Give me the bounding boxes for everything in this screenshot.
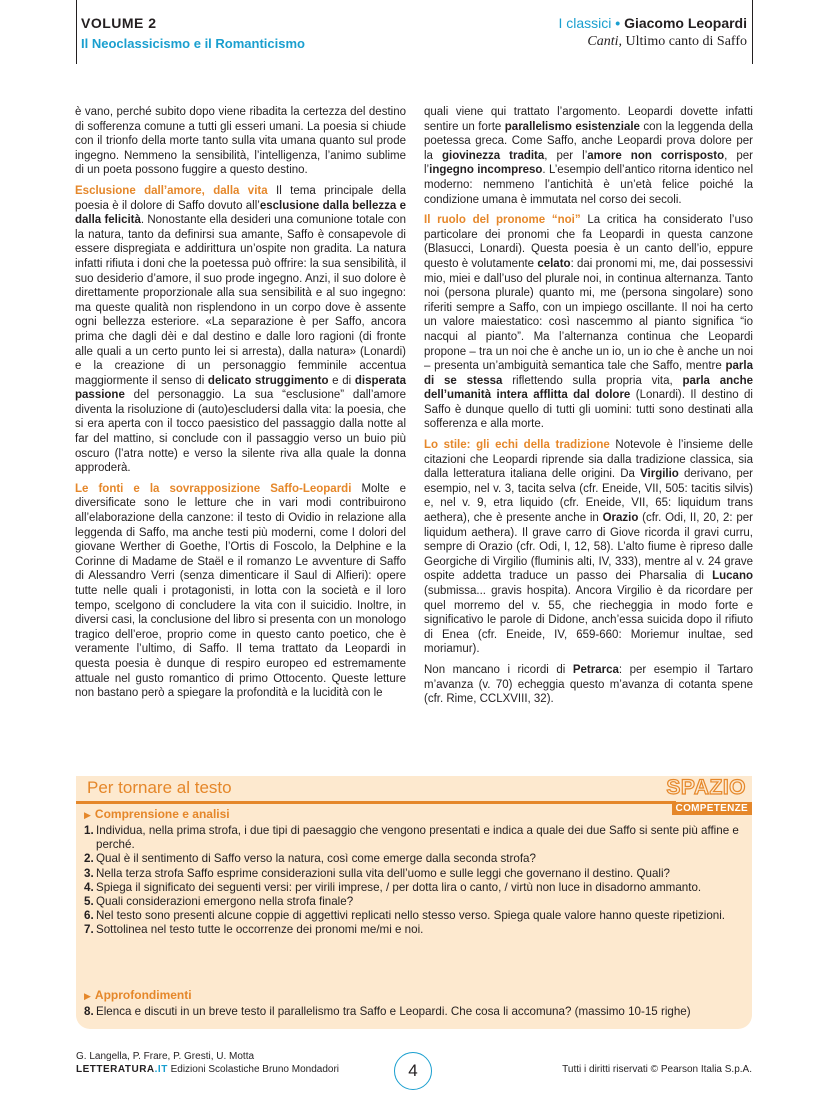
- paragraph-text: : dai pronomi mi, me, dai possessivi mio, miei e dall’uso del plurale noi, in continua alternanza. Tanto noi (persona plurale) quanto mi, me (persona singolare) sono riferiti sempre a Saffo, con un impiego oscillante. Il noi ha certo un valore maiestatico: così nascemmo al pianto significa “io nacqui al pianto”. Ma l’alternanza continua che Leopardi propone – tra un noi che è anche un io, un io che è anche un noi – presenta un’ambiguità semantica tale che Saffo, mentre: [424, 257, 753, 373]
- paragraph-text: (Lonardi). Il destino di Saffo è dunque quello di tutti gli uomini: tutti sono destinati alla sofferenza e alla morte.: [424, 389, 753, 431]
- section-heading: Le fonti e la sovrapposizione Saffo-Leopardi: [75, 482, 352, 495]
- question-text: Qual è il sentimento di Saffo verso la natura, così come emerge dalla seconda strofa?: [96, 852, 536, 866]
- paragraph-text: riflettendo sulla propria vita,: [502, 374, 683, 387]
- paragraph: [424, 438, 753, 657]
- paragraph-text: derivano, per esempio, nel v. 3, tacita selva (cfr. Eneide, VII, 505: tacitis silvis) e, nel v. 9, etra liquido (cfr. Eneide, VII, 65: liquidum trans aethera), che è presente anche in: [424, 468, 753, 525]
- section-heading: Lo stile: gli echi della tradizione: [424, 439, 610, 452]
- paragraph-text: quali viene qui trattato l’argomento. Leopardi dovette infatti sentire un forte: [424, 106, 753, 133]
- question-number: 4.: [84, 880, 94, 894]
- bold-phrase: delicato struggimento: [207, 374, 329, 387]
- paragraph-text: . L’esempio dell’antico ritorna identico nel moderno: nemmeno l’antichità è un’età felice poiché la condizione umana è immutata nel corso dei secoli.: [424, 164, 753, 206]
- work-title: Canti,: [587, 34, 623, 49]
- paragraph: [424, 105, 753, 207]
- question-list-comprensione: [84, 824, 744, 938]
- footer-authors: G. Langella, P. Frare, P. Gresti, U. Motta: [76, 1051, 255, 1062]
- header-work-title: [558, 34, 747, 50]
- brand-suffix: .IT: [154, 1064, 168, 1075]
- bold-phrase: esclusione dalla bellezza e dalla felicità: [75, 199, 406, 227]
- spazio-competenze-badge: [666, 776, 752, 814]
- section-approfondimenti: [84, 988, 192, 1002]
- question-text: Elenca e discuti in un breve testo il parallelismo tra Saffo e Leopardi. Che cosa li accomuna? (massimo 10-15 righe): [96, 1005, 691, 1018]
- paragraph: [424, 213, 753, 432]
- question-item: [84, 909, 744, 923]
- brand-logo: [76, 1064, 168, 1075]
- question-list-approfondimenti: [84, 1005, 744, 1019]
- paragraph: [424, 663, 753, 707]
- question-item: [84, 881, 744, 895]
- triangle-right-icon: ▶: [84, 991, 91, 1001]
- footer-rights: Tutti i diritti riservati © Pearson Italia S.p.A.: [562, 1064, 752, 1075]
- paragraph-text: del personaggio. La sua “esclusione” dall’amore diventa la risoluzione di (auto)escludersi dalla vita: la poesia, che si era aperta con il tocco paesistico del passaggio dalla notte al far del mattino, si conclude con il passaggio verso un buio più oscuro (l’atra notte) e verso la silente riva alla quale la donna approderà.: [75, 389, 406, 475]
- bold-phrase: Orazio: [602, 512, 639, 525]
- paragraph-text: (submissa... gravis hospita). Ancora Virgilio è da ricordare per quel morremo del v. 55, che riecheggia in modo forte e significativo le parole di Didone, anch’essa suicida dopo il rifiuto di Enea (cfr. Eneide, IV, 659-660: Moriemur inultae, sed moriamur).: [424, 585, 753, 656]
- volume-label: VOLUME 2: [81, 15, 157, 31]
- header-left: [81, 15, 305, 51]
- question-item: [84, 824, 744, 852]
- section-comprensione: [84, 807, 230, 821]
- question-number: 7.: [84, 923, 94, 937]
- section-heading: Il ruolo del pronome “noi”: [424, 214, 581, 227]
- bold-phrase: parla anche dell’umanità intera afflitta dal dolore: [424, 374, 753, 402]
- paragraph-text: Molte e diversificate sono le letture che in vari modi contribuirono all’elaborazione della canzone: il testo di Ovidio in relazione alla leggenda di Saffo, ma anche testi più moderni, come I dolori del giovane Werther di Goethe, l’Ortis di Foscolo, la Delphine e la Corinne di Madame de Staël e il romanzo Le avventure di Saffo di Alessandro Verri (senza dimenticare il Saul di Alfieri): opere tutte nelle quali i protagonisti, in lotta con la società e il loro tempo, scelgono di concludere la vita con il suicidio. Inoltre, in diversi casi, la conclusione del libro si presenta con un monologo tragico dell’eroe, proprio come in questo canto poetico, che è veramente l’ultimo, di Saffo. Il tema trattato da Leopardi in questa poesia è dunque di respiro europeo ed estremamente attuale nel gusto romantico di primo Ottocento. Queste letture non bastano però a spiegare la profondità e la lucidità con le: [75, 482, 406, 700]
- paragraph: [75, 105, 406, 178]
- section-label: Approfondimenti: [94, 988, 192, 1002]
- publisher-name: Edizioni Scolastiche Bruno Mondadori: [170, 1064, 340, 1075]
- header-left-rule: [76, 0, 77, 64]
- question-number: 3.: [84, 866, 94, 880]
- bold-phrase: disperata passione: [75, 374, 406, 402]
- paragraph-text: La critica ha considerato l’uso particolare dei pronomi che fa Leopardi in questa canzone (Blasucci, Lonardi). Questa poesia è un canto dell’io, eppure questo è volutamente: [424, 214, 753, 270]
- bold-phrase: Lucano: [712, 570, 753, 583]
- triangle-right-icon: ▶: [84, 810, 91, 820]
- box-title-rule: [76, 801, 676, 804]
- question-item: [84, 923, 744, 937]
- page-number: 4: [394, 1052, 432, 1090]
- bold-phrase: Petrarca: [572, 663, 619, 676]
- bold-phrase: parla di se stessa: [424, 360, 753, 387]
- question-number: 1.: [84, 824, 94, 837]
- box-title: Per tornare al testo: [87, 778, 232, 797]
- paragraph-text: è vano, perché subito dopo viene ribadita la certezza del destino di sofferenza comune a tutti gli esseri umani. La poesia si chiude con il trionfo della morte tanto sulla vita umana quanto sul prode ingegno. Nemmeno la sensibilità, l’intelligenza, l’animo sublime di un poeta possono fuggire a questo destino.: [75, 106, 406, 177]
- question-number: 8.: [84, 1005, 94, 1018]
- question-text: Spiega il significato dei seguenti versi: per virili imprese, / per dotta lira o canto, / virtù non luce in disadorno ammanto.: [96, 880, 702, 894]
- paragraph-text: con la leggenda della poetessa greca. Come Saffo, anche Leopardi prova dolore per la: [424, 120, 754, 162]
- paragraph: [75, 482, 406, 701]
- header-series-author: [558, 15, 747, 31]
- question-text: Quali considerazioni emergono nella strofa finale?: [96, 895, 354, 909]
- header-right: [558, 15, 747, 50]
- bullet-separator: •: [615, 15, 621, 31]
- question-number: 6.: [84, 909, 94, 923]
- poem-title: Ultimo canto di Saffo: [625, 34, 747, 49]
- header-right-rule: [752, 0, 753, 64]
- brand-text: LETTERATURA: [76, 1064, 155, 1075]
- paragraph: [75, 184, 406, 476]
- question-text: Individua, nella prima strofa, i due tipi di paesaggio che vengono presentati e indica a quale dei due Saffo si sente più affine e perché.: [96, 824, 739, 852]
- paragraph-text: , per l’: [544, 149, 588, 162]
- badge-word: SPAZIO: [666, 776, 746, 799]
- badge-tag: COMPETENZE: [672, 802, 752, 815]
- bold-phrase: amore non corrisposto: [587, 149, 725, 162]
- volume-subtitle: Il Neoclassicismo e il Romanticismo: [81, 36, 305, 51]
- paragraph-text: Non mancano i ricordi di: [424, 663, 573, 676]
- left-column: [75, 105, 406, 707]
- question-item: [84, 852, 744, 866]
- bold-phrase: celato: [537, 257, 571, 270]
- paragraph-text: , per l’: [424, 149, 753, 177]
- question-item: [84, 895, 744, 909]
- question-text: Nella terza strofa Saffo esprime considerazioni sulla vita dell’uomo e sulle leggi che governano il destino. Quali?: [96, 866, 670, 880]
- section-label: Comprensione e analisi: [94, 807, 230, 821]
- right-column: [424, 105, 753, 713]
- paragraph-text: (cfr. Odi, II, 20, 2: per liquidum aethera). Il grave carro di Giove ricorda il gravi curru, sempre di Orazio (cfr. Odi, I, 12, 58). L’alto fiume è ripreso dalle Georgiche di Virgilio (fluminis alti, IV, 333), mentre al v. 24 grave ospite addetta traduce un passo dei Pharsalia di: [424, 512, 753, 583]
- bold-phrase: Virgilio: [640, 468, 679, 481]
- series-label: I classici: [558, 15, 612, 31]
- paragraph-text: Notevole è l’insieme delle citazioni che Leopardi riprende sia dalla tradizione classica, sia dalla letteratura italiana delle origini. Da: [424, 439, 753, 481]
- bold-phrase: giovinezza tradita: [441, 149, 545, 162]
- question-number: 2.: [84, 852, 94, 866]
- question-item: [84, 867, 744, 881]
- author-name: Giacomo Leopardi: [624, 15, 747, 31]
- section-heading: Esclusione dall’amore, dalla vita: [75, 184, 268, 197]
- paragraph-text: Il tema principale della poesia è il dolore di Saffo dovuto all’: [75, 184, 407, 212]
- question-item: [84, 1005, 744, 1019]
- paragraph-text: e di: [328, 374, 355, 387]
- paragraph-text: . Nonostante ella desideri una comunione totale con la natura, tanto da definirsi sua amante, Saffo è consapevole di essere dispregiata e addirittura un’ospite non gradita. La natura infatti rifiuta i doni che la poetessa può offrire: la sua sensibilità, il suo desiderio d’amore, il suo prode ingegno. Anzi, il suo dolore è direttamente proporzionale alla sua sensibilità e al suo ingegno: ma queste qualità non risplendono in un corpo dove è assente ogni bellezza esteriore. «La separazione è per Saffo, ancora prima che dagli dèi e dal destino e dalle loro ragioni (di fronte alle quali a un certo punto lei si arresta), dalla natura» (Lonardi) e la creazione di un personaggio femminile accentua maggiormente il senso di: [75, 214, 406, 387]
- question-text: Nel testo sono presenti alcune coppie di aggettivi replicati nello stesso verso. Spiega quale valore hanno queste ripetizioni.: [96, 909, 726, 923]
- bold-phrase: parallelismo esistenziale: [504, 120, 640, 133]
- footer-credits: [76, 1050, 339, 1076]
- question-text: Sottolinea nel testo tutte le occorrenze dei pronomi me/mi e noi.: [96, 923, 424, 937]
- exercise-box: [76, 776, 752, 1029]
- question-number: 5.: [84, 895, 94, 909]
- bold-phrase: ingegno incompreso: [429, 164, 543, 177]
- footer-publisher-line: [76, 1063, 339, 1076]
- paragraph-text: : per esempio il Tartaro m’avanza (v. 70) echeggia questo m’avanza di cotanta spene (cfr. Rime, CCLXVIII, 32).: [424, 663, 753, 706]
